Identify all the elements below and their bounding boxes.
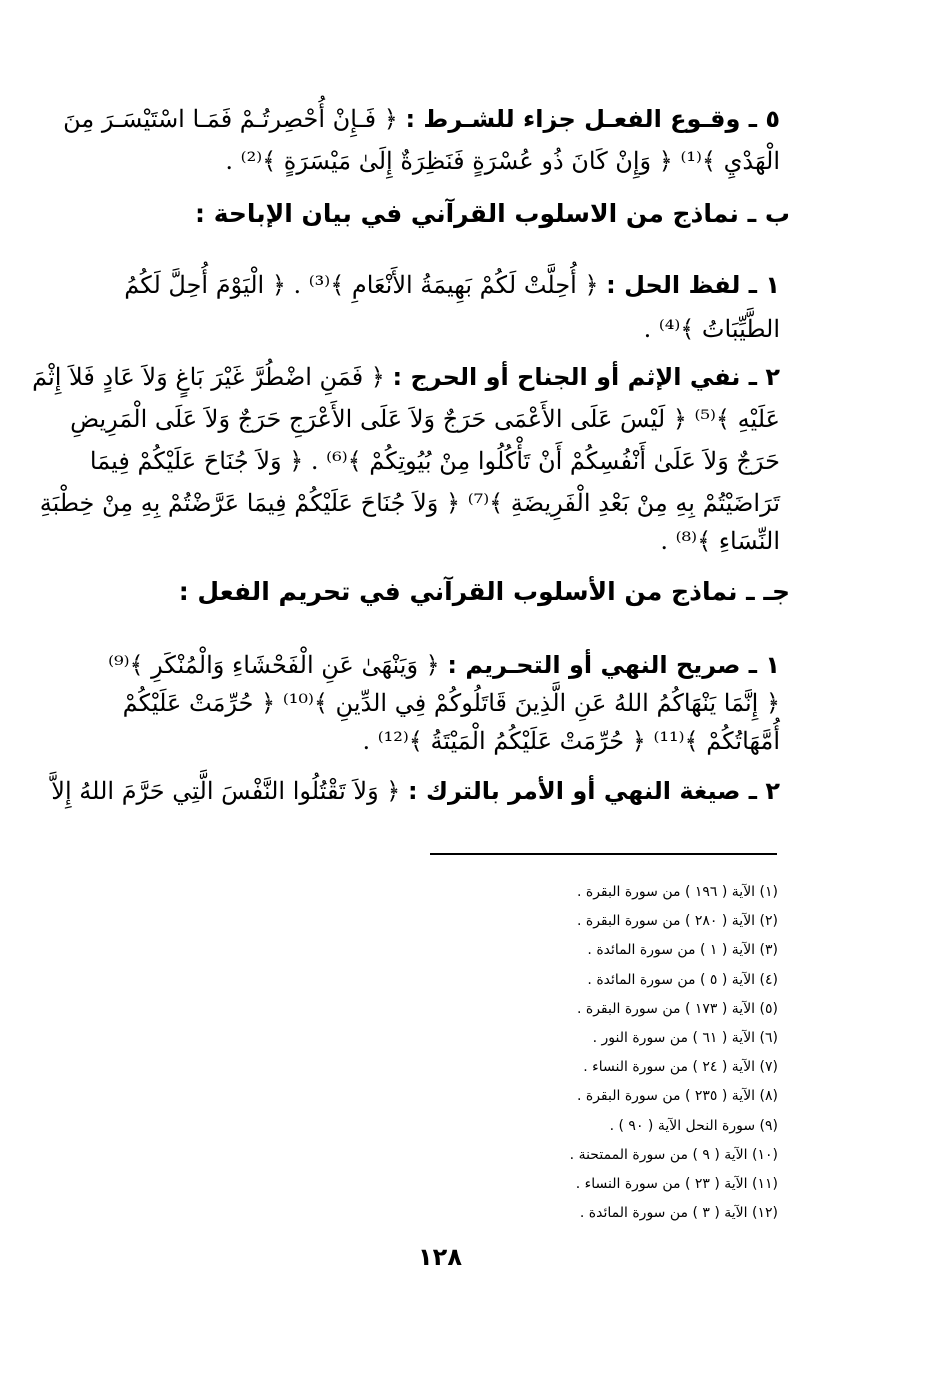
item5-label: ٥ ـ وقـوع الفعـل جزاء للشـرط :	[405, 105, 780, 133]
footnote: (١٠) الآية ( ٩ ) من سورة الممتحنة .	[569, 1146, 778, 1163]
item5-line-2: الْهَدْيِ ﴾⁽¹⁾ ﴿ وَإِنْ كَانَ ذُو عُسْرَةٍ فَنَظِرَةٌ إِلَىٰ مَيْسَرَةٍ ﴾⁽²⁾ .	[225, 147, 780, 175]
b1-verse: ﴿ أُحِلَّتْ لَكُمْ بَهِيمَةُ الأَنْعَامِ ﴾⁽³⁾ . ﴿ الْيَوْمَ أُحِلَّ لَكُمُ	[124, 271, 599, 299]
b1-line-1	[70, 266, 780, 304]
c1-verse: ﴿ وَيَنْهَىٰ عَنِ الْفَحْشَاءِ وَالْمُنْكَرِ ﴾⁽⁹⁾	[108, 651, 440, 679]
footnote: (١١) الآية ( ٢٣ ) من سورة النساء .	[575, 1175, 778, 1192]
footnote: (٦) الآية ( ٦١ ) من سورة النور .	[592, 1029, 778, 1046]
footnote: (٧) الآية ( ٢٤ ) من سورة النساء .	[583, 1059, 778, 1076]
footnote: (٢) الآية ( ٢٨٠ ) من سورة البقرة .	[576, 913, 778, 930]
footnote: (٣) الآية ( ١ ) من سورة المائدة .	[587, 942, 778, 959]
c1-line-1	[70, 646, 780, 684]
footnotes-list	[520, 878, 778, 1228]
b2-line-1	[32, 358, 780, 396]
footnote-separator	[430, 853, 777, 855]
b1-label: ١ ـ لفظ الحل :	[606, 271, 780, 299]
b2-verse: ﴿ فَمَنِ اضْطُرَّ غَيْرَ بَاغٍ وَلاَ عَادٍ فَلاَ إِثْمَ	[32, 363, 385, 391]
footnote: (١) الآية ( ١٩٦ ) من سورة البقرة .	[576, 884, 778, 900]
footnote: (١٢) الآية ( ٣ ) من سورة المائدة .	[579, 1205, 778, 1222]
item5-line-1	[63, 100, 780, 138]
b1-line-2: الطَّيِّبَاتُ ﴾⁽⁴⁾ .	[643, 315, 780, 343]
page-number: ١٢٨	[418, 1243, 462, 1271]
footnote: (٤) الآية ( ٥ ) من سورة المائدة .	[587, 971, 778, 988]
b2-line-2: عَلَيْهِ ﴾⁽⁵⁾ ﴿ لَيْسَ عَلَى الأَعْمَى حَرَجٌ وَلاَ عَلَى الأَعْرَجِ حَرَجٌ وَلاَ عَلَى الْمَرِيضِ	[70, 405, 780, 433]
heading-ibaha: ب ـ نماذج من الاسلوب القرآني في بيان الإباحة :	[195, 199, 790, 228]
c2-verse: ﴿ وَلاَ تَقْتُلُوا النَّفْسَ الَّتِي حَرَّمَ اللهُ إِلاَّ	[51, 777, 401, 805]
b2-line-4: تَرَاضَيْتُمْ بِهِ مِنْ بَعْدِ الْفَرِيضَةِ ﴾⁽⁷⁾ ﴿ وَلاَ جُنَاحَ عَلَيْكُمْ فِيمَا عَرَّضْتُمْ بِهِ مِنْ خِطْبَةِ	[39, 489, 780, 517]
c2-line-1	[51, 772, 780, 810]
footnote: (٥) الآية ( ١٧٣ ) من سورة البقرة .	[576, 1000, 778, 1017]
footnote: (٨) الآية ( ٢٣٥ ) من سورة البقرة .	[576, 1088, 778, 1105]
c1-line-2: ﴿ إِنَّمَا يَنْهَاكُمُ اللهُ عَنِ الَّذِينَ قَاتَلُوكُمْ فِي الدِّينِ ﴾⁽¹⁰⁾ ﴿ حُرِّمَتْ عَلَيْكُمْ	[122, 689, 780, 717]
b2-line-3: حَرَجٌ وَلاَ عَلَىٰ أَنْفُسِكُمْ أَنْ تَأْكُلُوا مِنْ بُيُوتِكُمْ ﴾⁽⁶⁾ . ﴿ وَلاَ جُنَاحَ عَلَيْكُمْ فِيمَا	[89, 447, 780, 475]
b2-label: ٢ ـ نفي الإثم أو الجناح أو الحرج :	[392, 363, 780, 391]
c1-line-3: أُمَّهَاتُكُمْ ﴾⁽¹¹⁾ ﴿ حُرِّمَتْ عَلَيْكُمُ الْمَيْتَةُ ﴾⁽¹²⁾ .	[362, 727, 780, 755]
c2-label: ٢ ـ صيغة النهي أو الأمر بالترك :	[408, 777, 780, 805]
heading-tahrim: جـ ـ نماذج من الأسلوب القرآني في تحريم الفعل :	[178, 577, 790, 606]
item5-verse: ﴿ فَـإِنْ أُحْصِرتُـمْ فَمَـا اسْتَيْسَـرَ مِنَ	[63, 105, 398, 133]
footnote: (٩) سورة النحل الآية ( ٩٠ ) .	[609, 1117, 778, 1134]
b2-line-5: النِّسَاءِ ﴾⁽⁸⁾ .	[660, 527, 780, 555]
c1-label: ١ ـ صريح النهي أو التحـريم :	[447, 651, 780, 679]
